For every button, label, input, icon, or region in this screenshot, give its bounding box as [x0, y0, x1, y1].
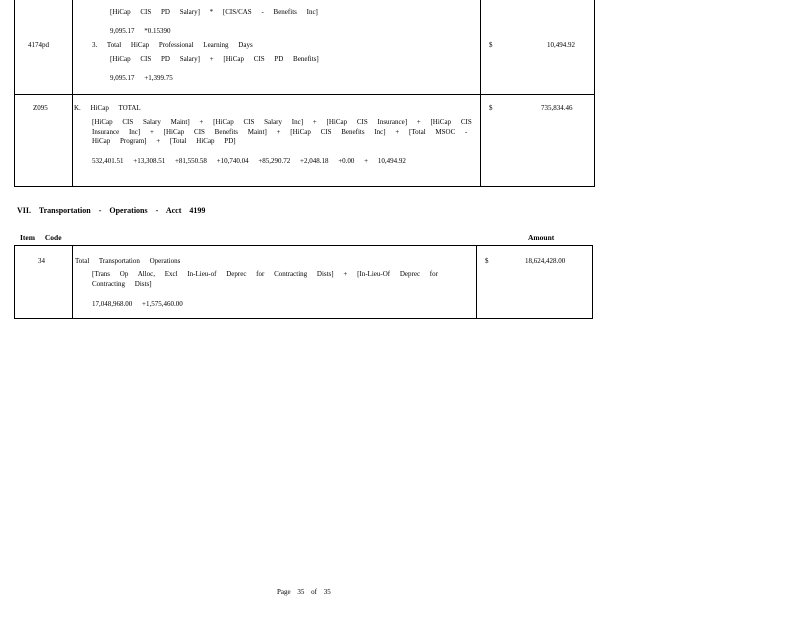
- formula-values: 9,095.17 *0.15390: [110, 27, 171, 35]
- item-label: 3. Total HiCap Professional Learning Days: [92, 41, 253, 49]
- column-header-amount: Amount: [528, 233, 555, 242]
- bottom-table-col-divider-right: [476, 245, 477, 319]
- amount-value: 10,494.92: [547, 41, 575, 49]
- bottom-table-col-divider-left: [72, 245, 73, 319]
- formula-values: 9,095.17 +1,399.75: [110, 74, 173, 82]
- formula-values: 532,401.51 +13,308.51 +81,550.58 +10,740.04 +85,290.72 +2,048.18 +0.00 + 10,494.92: [92, 157, 406, 165]
- section-heading: VII. Transportation - Operations - Acct 4199: [17, 206, 206, 215]
- amount-value: 18,624,428.00: [525, 257, 566, 265]
- currency-symbol: $: [489, 41, 493, 49]
- item-code: 4174pd: [28, 41, 49, 49]
- page-number: Page 35 of 35: [277, 588, 331, 596]
- currency-symbol: $: [489, 104, 493, 112]
- column-header-item-code: Item Code: [20, 233, 62, 242]
- item-code: Z095: [33, 104, 48, 112]
- formula-text: [HiCap CIS PD Salary] * [CIS/CAS - Benefits Inc]: [110, 8, 318, 16]
- formula-text: [HiCap CIS PD Salary] + [HiCap CIS PD Benefits]: [110, 55, 319, 63]
- currency-symbol: $: [485, 257, 489, 265]
- formula-text: [Trans Op Alloc, Excl In-Lieu-of Deprec for Contracting Dists] + [In-Lieu-Of Deprec for Contracting Dists]: [92, 270, 438, 288]
- amount-value: 735,834.46: [541, 104, 573, 112]
- top-table-row-divider: [14, 94, 595, 95]
- formula-text: [HiCap CIS Salary Maint] + [HiCap CIS Salary Inc] + [HiCap CIS Insurance] + [HiCap CIS Insurance Inc] + [HiCap CIS Benefits Maint] + [HiCap CIS Benefits Inc] + [Total MSOC -HiCap Program] + [Total HiCap PD]: [92, 118, 472, 145]
- item-label: Total Transportation Operations: [75, 257, 181, 265]
- formula-values: 17,048,968.00 +1,575,460.00: [92, 300, 183, 308]
- item-label: K. HiCap TOTAL: [74, 104, 141, 112]
- item-code: 34: [38, 257, 45, 265]
